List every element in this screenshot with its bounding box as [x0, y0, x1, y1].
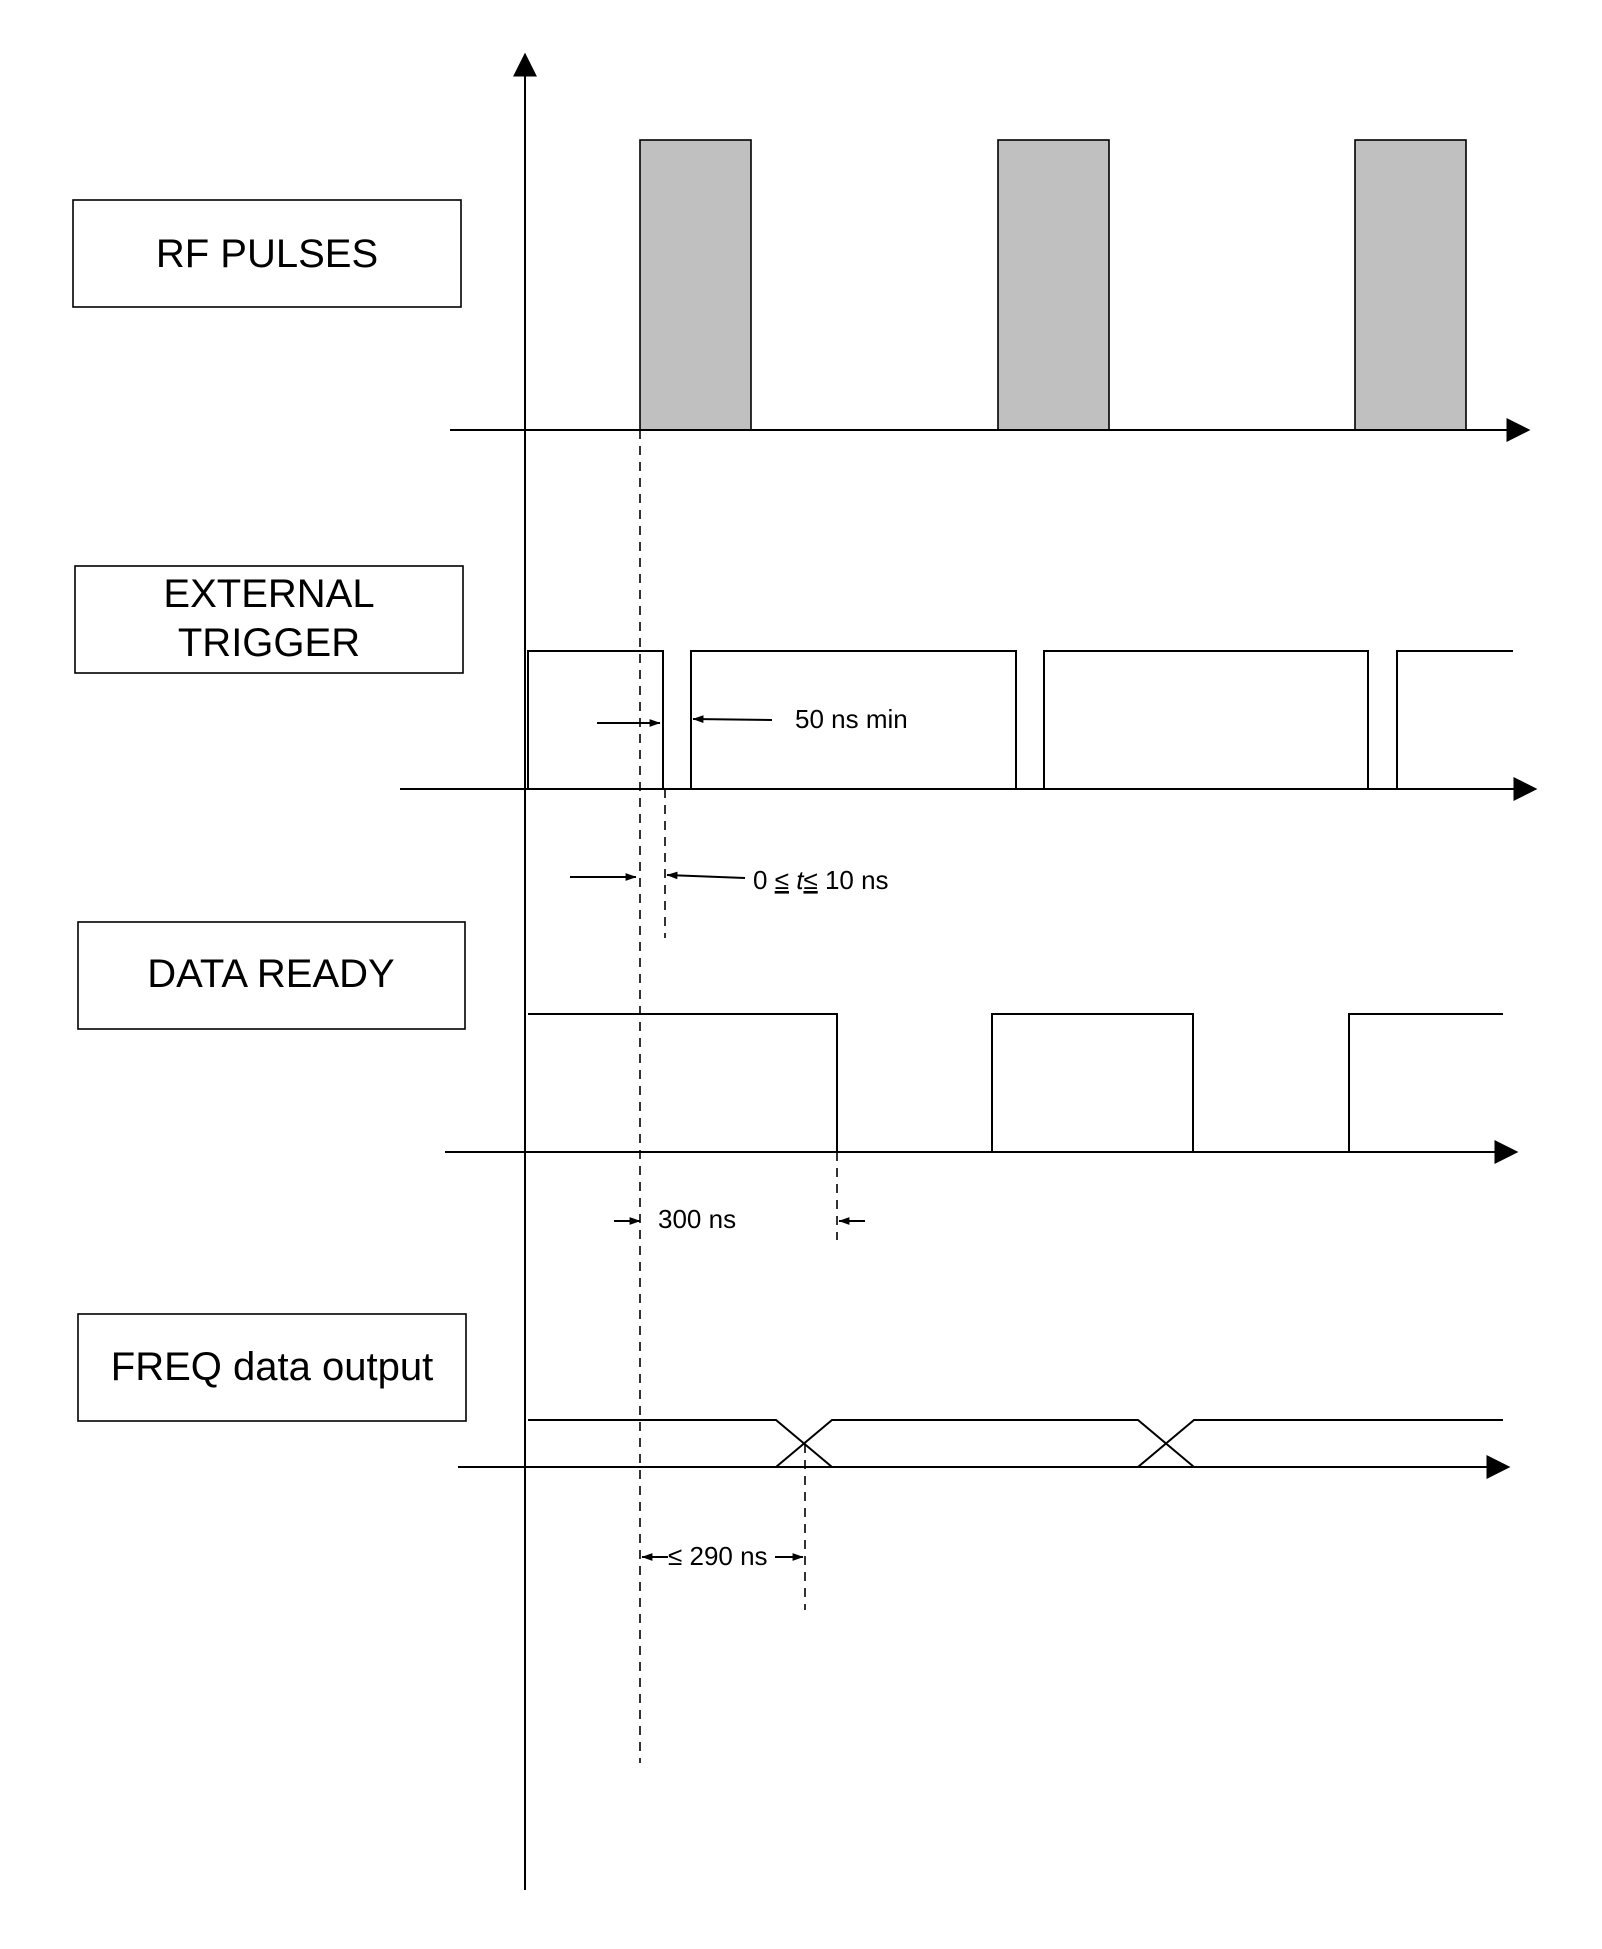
rf-pulse-1 — [640, 140, 751, 430]
data-ready-waveform — [528, 1014, 1503, 1152]
trigger-delay-annotation — [753, 865, 889, 895]
freq-output-crossover-1 — [776, 1420, 1194, 1467]
trigger-gap-annotation: 50 ns min — [795, 704, 908, 734]
external-trigger-waveform — [528, 651, 1513, 789]
external-trigger-label-line1: EXTERNAL — [163, 572, 375, 616]
freq-output-crossover-2 — [1138, 1420, 1503, 1467]
rf-pulse-3 — [1355, 140, 1466, 430]
gap-arrow-right — [693, 719, 772, 720]
delay-le-2: ≤ — [803, 865, 818, 895]
delay-arrow-right — [667, 875, 745, 878]
data-ready-label: DATA READY — [147, 952, 395, 996]
freq-output-upper-line — [528, 1420, 832, 1467]
delay-le-1: ≤ — [774, 865, 789, 895]
freq-output-delay-annotation: ≤ 290 ns — [668, 1541, 768, 1571]
data-ready-width-annotation: 300 ns — [658, 1204, 737, 1234]
external-trigger-label-line2: TRIGGER — [177, 621, 361, 665]
freq-data-output-label: FREQ data output — [110, 1345, 434, 1389]
delay-var: t — [796, 865, 804, 895]
rf-pulse-2 — [998, 140, 1109, 430]
delay-space — [789, 865, 796, 895]
delay-suffix: 10 ns — [817, 865, 889, 895]
rf-pulses-label: RF PULSES — [155, 232, 379, 276]
delay-prefix: 0 — [753, 865, 775, 895]
